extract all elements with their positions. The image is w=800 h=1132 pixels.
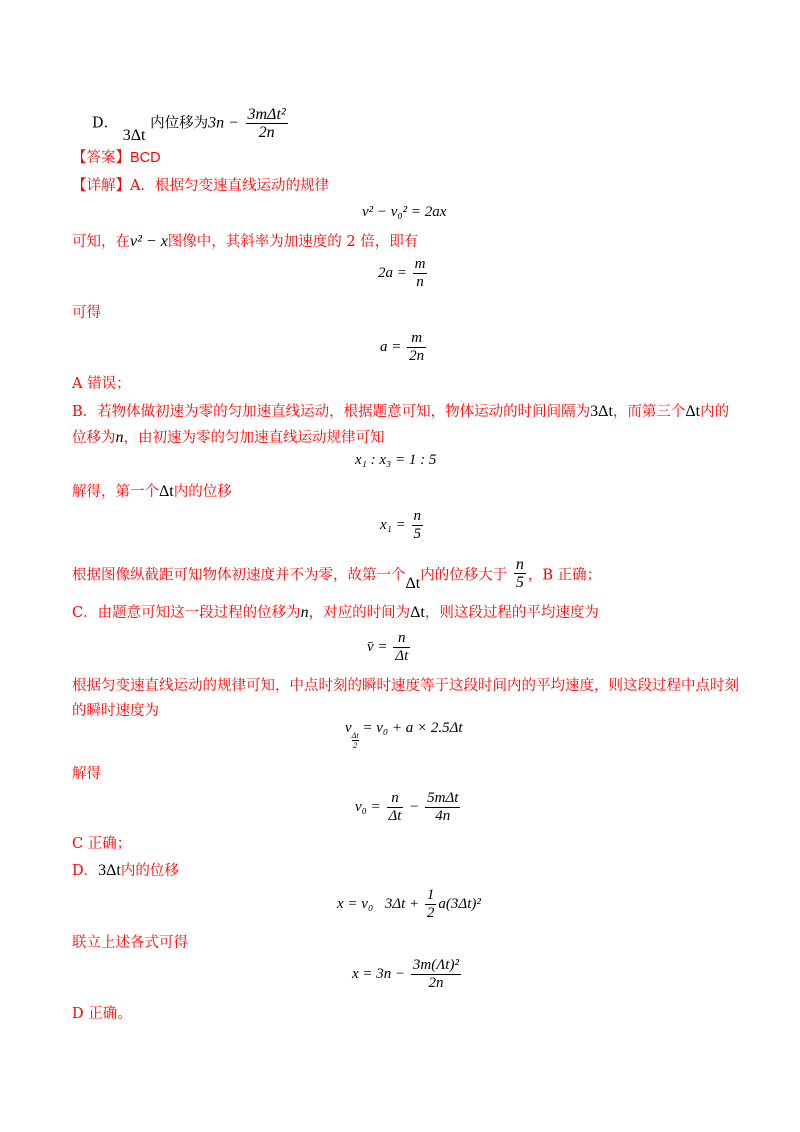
detail-c-line2: 根据匀变速直线运动的规律可知，中点时刻的瞬时速度等于这段时间内的平均速度，则这段过程中点时刻 xyxy=(72,678,739,694)
eq8-den1: Δt xyxy=(388,808,402,824)
detail-label: 【详解】 xyxy=(72,178,130,194)
detail-c-text1b: ，对应的时间为 xyxy=(308,605,411,621)
detail-b-text1c: 内的 xyxy=(700,404,730,420)
eq10-den: 2n xyxy=(428,975,444,991)
detail-d-line1 xyxy=(72,861,179,881)
detail-b-line3 xyxy=(72,482,232,502)
answer-value: BCD xyxy=(130,150,161,166)
eq9-left: x = v₀⃞3Δt + xyxy=(337,895,420,912)
detail-a-slope xyxy=(72,232,418,252)
eq7-sub-den: 2 xyxy=(353,741,358,750)
detail-d-text1a: D． xyxy=(72,863,99,879)
equation-1: v² − v₀² = 2ax xyxy=(362,204,447,220)
eq6-num: n xyxy=(393,630,410,648)
detail-b-text3b: 内的位移 xyxy=(173,484,232,500)
option-d-text: 内位移为 xyxy=(150,115,209,132)
detail-c-text1a: C．由题意可知这一段过程的位移为 xyxy=(72,605,301,621)
eq6-left: v̄ = xyxy=(367,638,388,655)
detail-b-text3-math: Δt xyxy=(159,483,174,500)
eq3-left: a = xyxy=(380,338,402,355)
option-d xyxy=(92,106,290,144)
eq8-num1: n xyxy=(387,790,404,808)
answer-line xyxy=(72,148,161,168)
detail-c-text1-math2: Δt xyxy=(410,604,425,621)
detail-d-line2: 联立上述各式可得 xyxy=(72,935,188,951)
detail-d-text1-math: 3Δt xyxy=(98,862,121,879)
eq7-sub-num: Δt xyxy=(351,731,359,740)
eq10-left: x = 3n − xyxy=(352,965,406,982)
detail-b-text4a: 根据图像纵截距可知物体初速度并不为零，故第一个 xyxy=(72,567,406,584)
eq5-left: x₁ = xyxy=(380,516,406,533)
detail-b-line1 xyxy=(72,402,729,422)
eq10-num: 3m(Λt)² xyxy=(412,957,459,973)
detail-b-text2-math: n xyxy=(115,429,124,446)
eq8-num2: 5mΔt xyxy=(427,790,459,806)
equation-6 xyxy=(367,630,412,665)
detail-c-line3: 的瞬时速度为 xyxy=(72,703,159,719)
detail-b-text1-math1: 3Δt xyxy=(590,403,613,420)
detail-b-text4-math: Δt xyxy=(405,574,421,592)
detail-d-conclusion: D 正确。 xyxy=(72,1006,132,1022)
detail-b-line4 xyxy=(72,558,601,593)
detail-a-kede: 可得 xyxy=(72,305,101,321)
eq8-minus: − xyxy=(409,798,420,815)
eq2-num: m xyxy=(414,256,426,272)
detail-b-line2 xyxy=(72,428,385,448)
detail-a-text1-math: v² − x xyxy=(130,233,168,250)
option-d-lead: 3n − xyxy=(208,114,239,132)
detail-c-text1-math1: n xyxy=(300,604,309,621)
eq9-den: 2 xyxy=(426,905,435,921)
equation-10 xyxy=(352,957,463,992)
eq7-right: = v₀ + a × 2.5Δt xyxy=(362,720,463,736)
option-d-prefix: D． xyxy=(92,115,119,132)
detail-d-text1b: 内的位移 xyxy=(120,863,179,879)
detail-b-text1-math2: Δt xyxy=(685,403,701,420)
detail-b-text3a: 解得，第一个 xyxy=(72,484,159,500)
eq5-den: 5 xyxy=(413,526,421,542)
equation-8 xyxy=(355,790,462,825)
detail-c-conclusion: C 正确； xyxy=(72,836,132,852)
eq7-subscript xyxy=(352,731,359,750)
eq9-right: a(3Δt)² xyxy=(438,895,481,912)
detail-b-text4c: ，B 正确； xyxy=(527,567,602,584)
equation-9 xyxy=(337,887,481,922)
eq5-num: n xyxy=(413,508,421,524)
detail-b-text4-den: 5 xyxy=(515,574,524,591)
eq8-den2: 4n xyxy=(435,808,451,824)
detail-a-text: A．根据匀变速直线运动的规律 xyxy=(130,178,329,194)
detail-b-text4b: 内的位移大于 xyxy=(420,567,508,584)
detail-b-text2a: 位移为 xyxy=(72,430,116,446)
answer-label: 【答案】 xyxy=(72,150,130,166)
option-d-numerator: 3mΔt² xyxy=(247,106,286,123)
eq8-left: v₀ = xyxy=(355,798,381,815)
eq2-den: n xyxy=(416,274,424,290)
option-d-denominator: 2n xyxy=(258,124,275,141)
detail-a-text1b: 图像中，其斜率为加速度的 2 倍，即有 xyxy=(167,234,419,250)
detail-b-text4-fraction xyxy=(514,556,526,591)
eq9-num: 1 xyxy=(426,887,435,903)
detail-b-text4-num: n xyxy=(515,556,524,573)
eq2-left: 2a = xyxy=(378,264,407,281)
detail-c-text1c: ，则这段过程的平均速度为 xyxy=(424,605,599,621)
detail-b-text1a: B．若物体做初速为零的匀加速直线运动，根据题意可知，物体运动的时间间隔为 xyxy=(72,404,591,420)
detail-b-text2b: ，由初速为零的匀加速直线运动规律可知 xyxy=(123,430,385,446)
eq7-v: v xyxy=(345,720,352,736)
eq3-den: 2n xyxy=(409,348,425,364)
detail-c-line4: 解得 xyxy=(72,766,101,782)
option-d-duration: 3Δt xyxy=(122,126,146,144)
detail-b-text1b: ，而第三个 xyxy=(612,404,686,420)
equation-5 xyxy=(380,508,425,543)
eq6-den: Δt xyxy=(395,648,409,664)
detail-c-line1 xyxy=(72,603,599,623)
eq3-num: m xyxy=(407,330,426,348)
option-d-fraction xyxy=(246,106,288,141)
detail-a-text1a: 可知，在 xyxy=(72,234,130,250)
detail-a-intro xyxy=(72,176,329,196)
equation-2 xyxy=(378,256,429,291)
detail-a-conclusion: A 错误； xyxy=(72,376,131,392)
equation-7 xyxy=(345,720,463,750)
equation-4: x₁ : x₃ = 1 : 5 xyxy=(355,452,437,468)
equation-3 xyxy=(380,330,428,365)
